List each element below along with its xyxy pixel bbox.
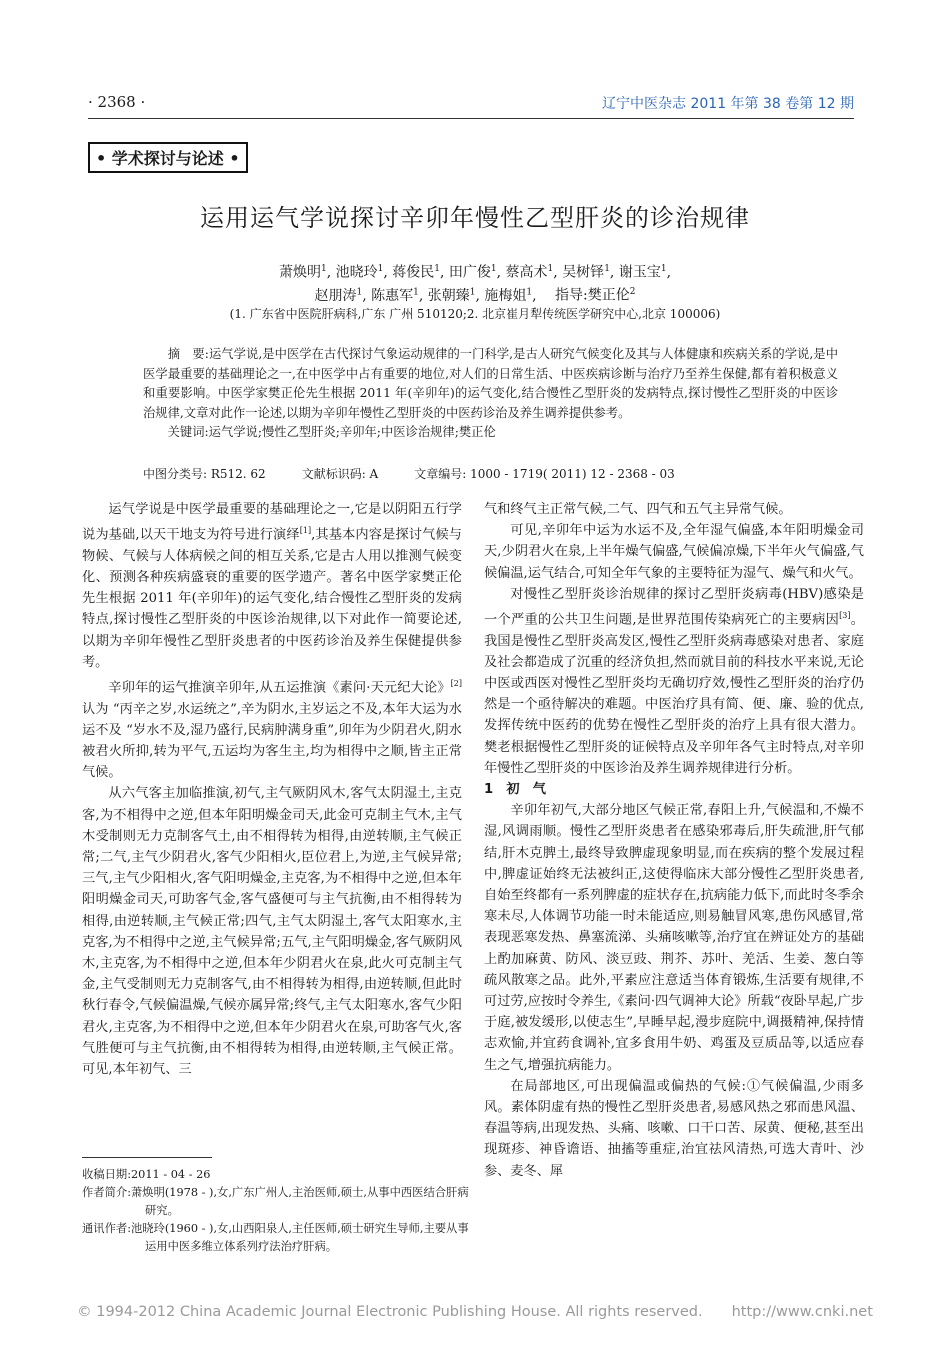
author-name: 蔡高术: [505, 264, 548, 281]
author-name: 张朝臻: [427, 287, 470, 304]
abstract-text: 运气学说,是中医学在古代探讨气象运动规律的一门科学,是古人研究气候变化及其与人体健康和疾病关系的学说,是中医学最重要的基础理论之一,在中医学中占有重要的地位,对人们的日常生活、中医疾病诊断与治疗乃至养生保健,都有着积极意义和重要影响。中医学家樊正伦先生根据 2011 年(辛卯年)的运气变化,结合慢性乙型肝炎的发病特点,探讨慢性乙型肝炎的中医诊治规律,文章对此作一论述,以期为辛卯年慢性乙型肝炎的中医药诊治及养生调养提供参考。: [143, 347, 838, 420]
authors-line-1: 萧焕明$^1$, 池晓玲$^1$, 蒋俊民$^1$, 田广俊$^1$, 蔡高术$^1$, 吴树铎$^1$, 谢玉宝$^1$,: [278, 264, 672, 281]
author-name: 蒋俊民: [392, 264, 435, 281]
paragraph: 可见,辛卯年中运为水运不及,全年湿气偏盛,本年阳明燥金司天,少阴君火在泉,上半年燥气偏盛,气候偏凉燥,下半年火气偏盛,气候偏温,运气结合,可知全年气象的主要特征为湿气、燥气和火气。: [484, 523, 864, 581]
supervisor-affiliation: 2: [629, 287, 636, 297]
section-tag: • 学术探讨与论述 •: [88, 142, 248, 173]
author-name: 谢玉宝: [618, 264, 661, 281]
body-left-column: [82, 499, 462, 1080]
keywords-label: 关键词:: [167, 425, 209, 439]
author-name: 池晓玲: [335, 264, 378, 281]
author-name: 施梅姐: [484, 287, 527, 304]
author-name: 赵朋涛: [314, 287, 357, 304]
author-name: 陈惠军: [371, 287, 414, 304]
body-right-column: [484, 499, 864, 1182]
classification-line: 中图分类号: R512. 62 文献标识码: A 文章编号: 1000 - 1719( 2011) 12 - 2368 - 03: [143, 467, 675, 481]
abstract: [143, 345, 838, 443]
header-divider: [88, 118, 854, 119]
author-affiliation: 1: [604, 264, 610, 274]
author-affiliation: 1: [377, 264, 384, 274]
author-affiliation: 1: [660, 264, 667, 274]
authors-line-2: 赵朋涛$^1$, 陈惠军$^1$, 张朝臻$^1$, 施梅姐$^1$, 指导:樊正伦$^2$: [314, 287, 636, 304]
author-name: 萧焕明: [278, 264, 321, 281]
paragraph: 运气学说是中医学最重要的基础理论之一,它是以阴阳五行学说为基础,以天干地支为符号进行演绎[1],其基本内容是探讨气候与物候、气候与人体病候之间的相互关系,它是古人用以推测气候变化、预测各种疾病盛衰的重要的医学遗产。著名中医学家樊正伦先生根据 2011 年(辛卯年)的运气变化,结合慢性乙型肝炎的发病特点,探讨慢性乙型肝炎的中医诊治规律,以下对此作一简要论述,以期为辛卯年慢性乙型肝炎患者的中医药诊治及养生保健提供参考。: [82, 502, 462, 670]
article-title: 运用运气学说探讨辛卯年慢性乙型肝炎的诊治规律: [200, 204, 750, 232]
corresponding-author: 通讯作者:池晓玲(1960 - ),女,山西阳泉人,主任医师,硕士研究生导师,主要从事运用中医多维立体系列疗法治疗肝病。: [82, 1222, 469, 1253]
paragraph: 辛卯年的运气推演辛卯年,从五运推演《素问·天元纪大论》[2]认为 “丙辛之岁,水运统之”,辛为阴水,主岁运之不及,本年大运为水运不及 “岁水不及,湿乃盛行,民病肿满身重”,卯年为少阴君火,阴水被君火所抑,转为平气,五运均为客生主,均为相得中之顺,皆主正常气候。: [82, 679, 462, 781]
journal-issue: 辽宁中医杂志 2011 年第 38 卷第 12 期: [602, 96, 854, 112]
author-affiliation: 1: [434, 264, 440, 274]
section-heading: 1 初 气: [484, 782, 546, 798]
author-affiliation: 1: [547, 264, 554, 274]
copyright-watermark: © 1994-2012 China Academic Journal Electronic Publishing House. All rights reserved. http://www.cnki.net: [77, 1304, 873, 1320]
page-number: · 2368 ·: [88, 93, 146, 111]
author-name: 吴树铎: [562, 264, 605, 281]
footnote-divider: [82, 1157, 212, 1158]
author-affiliation: 1: [413, 287, 419, 297]
keywords-text: 运气学说;慢性乙型肝炎;辛卯年;中医诊治规律;樊正伦: [208, 425, 496, 439]
supervisor-label: 指导:: [555, 287, 588, 304]
author-affiliation: 1: [490, 264, 497, 274]
paragraph: 辛卯年初气,大部分地区气候正常,春阳上升,气候温和,不燥不湿,风调雨顺。慢性乙型肝炎患者在感染邪毒后,肝失疏泄,肝气郁结,肝木克脾土,最终导致脾虚现象明显,而在疾病的整个发展过程中,脾虚证始终无法被纠正,这使得临床大部分慢性乙型肝炎患者,自始至终都有一系列脾虚的症状存在,抗病能力低下,而此时冬季余寒未尽,人体调节功能一时未能适应,则易触冒风寒,患伤风感冒,常表现恶寒发热、鼻塞流涕、头痛咳嗽等,治疗宜在辨证处方的基础上酌加麻黄、防风、淡豆豉、荆芥、苏叶、羌活、生姜、葱白等疏风散寒之品。此外,平素应注意适当体育锻炼,生活要有规律,不可过劳,应按时令养生,《素问·四气调神大论》所载“夜卧早起,广步于庭,被发缓形,以使志生”,早睡早起,漫步庭院中,调摄精神,保持情志欢愉,并宜药食调补,宜多食用牛奶、鸡蛋及豆质品等,以适应春生之气,增强抗病能力。: [484, 803, 864, 1073]
citation-ref[interactable]: [3]: [839, 611, 851, 621]
received-date: 收稿日期:2011 - 04 - 26: [82, 1168, 211, 1181]
affiliations: (1. 广东省中医院肝病科,广东 广州 510120;2. 北京崔月犁传统医学研究中心,北京 100006): [229, 307, 721, 321]
author-affiliation: 1: [469, 287, 476, 297]
paragraph: 气和终气主正常气候,二气、四气和五气主异常气候。: [484, 502, 792, 517]
author-affiliation: 1: [356, 287, 363, 297]
citation-ref[interactable]: [1]: [299, 526, 312, 536]
author-affiliation: 1: [526, 287, 533, 297]
citation-ref[interactable]: [2]: [450, 679, 462, 689]
paragraph: 在局部地区,可出现偏温或偏热的气候:①气候偏温,少雨多风。素体阴虚有热的慢性乙型肝炎患者,易感风热之邪而患风温、春温等病,出现发热、头痛、咳嗽、口干口苦、尿黄、便秘,甚至出现斑疹、神昏谵语、抽搐等重症,治宜祛风清热,可选大青叶、沙参、麦冬、犀: [484, 1078, 864, 1179]
supervisor-name: 樊正伦: [587, 287, 630, 304]
author-affiliation: 1: [320, 264, 327, 274]
author-name: 田广俊: [448, 264, 491, 281]
author-bio: 作者简介:萧焕明(1978 - ),女,广东广州人,主治医师,硕士,从事中西医结合肝病研究。: [82, 1186, 469, 1217]
paragraph: 对慢性乙型肝炎诊治规律的探讨乙型肝炎病毒(HBV)感染是一个严重的公共卫生问题,是世界范围传染病死亡的主要病因[3]。我国是慢性乙型肝炎高发区,慢性乙型肝炎病毒感染对患者、家庭及社会都造成了沉重的经济负担,然而就目前的科技水平来说,无论中医或西医对慢性乙型肝炎均无确切疗效,慢性乙型肝炎的治疗仍然是一个亟待解决的难题。中医治疗具有简、便、廉、验的优点,发挥传统中医药的优势在慢性乙型肝炎的治疗上具有很大潜力。樊老根据慢性乙型肝炎的证候特点及辛卯年各气主时特点,对辛卯年慢性乙型肝炎的中医诊治及养生调养规律进行分析。: [484, 586, 864, 776]
paragraph: 从六气客主加临推演,初气,主气厥阴风木,客气太阴湿土,主克客,为不相得中之逆,但本年阳明燥金司天,此金可克制主气木,主气木受制则无力克制客气土,由不相得转为相得,由逆转顺,主气候正常;二气,主气少阴君火,客气少阳相火,臣位君上,为逆,主气候异常;三气,主气少阳相火,客气阳明燥金,主克客,为不相得中之逆,但本年阳明燥金司天,可助客气金,客气盛便可与主气抗衡,由不相得转为相得,由逆转顺,主气候正常;四气,主气太阴湿土,客气太阳寒水,主克客,为不相得中之逆,主气候异常;五气,主气阳明燥金,客气厥阴风木,主克客,为不相得中之逆,但本年少阴君火在泉,此火可克制主气金,主气受制则无力克制客气,由不相得转为相得,由逆转顺,但此时秋行春令,气候偏温燥,气候亦属异常;终气,主气太阳寒水,客气少阳君火,主克客,为不相得中之逆,但本年少阴君火在泉,可助客气火,客气胜便可与主气抗衡,由不相得转为相得,由逆转顺,主气候正常。可见,本年初气、三: [82, 786, 462, 1078]
abstract-label: 摘 要:: [167, 347, 209, 361]
footnotes: [82, 1166, 472, 1256]
